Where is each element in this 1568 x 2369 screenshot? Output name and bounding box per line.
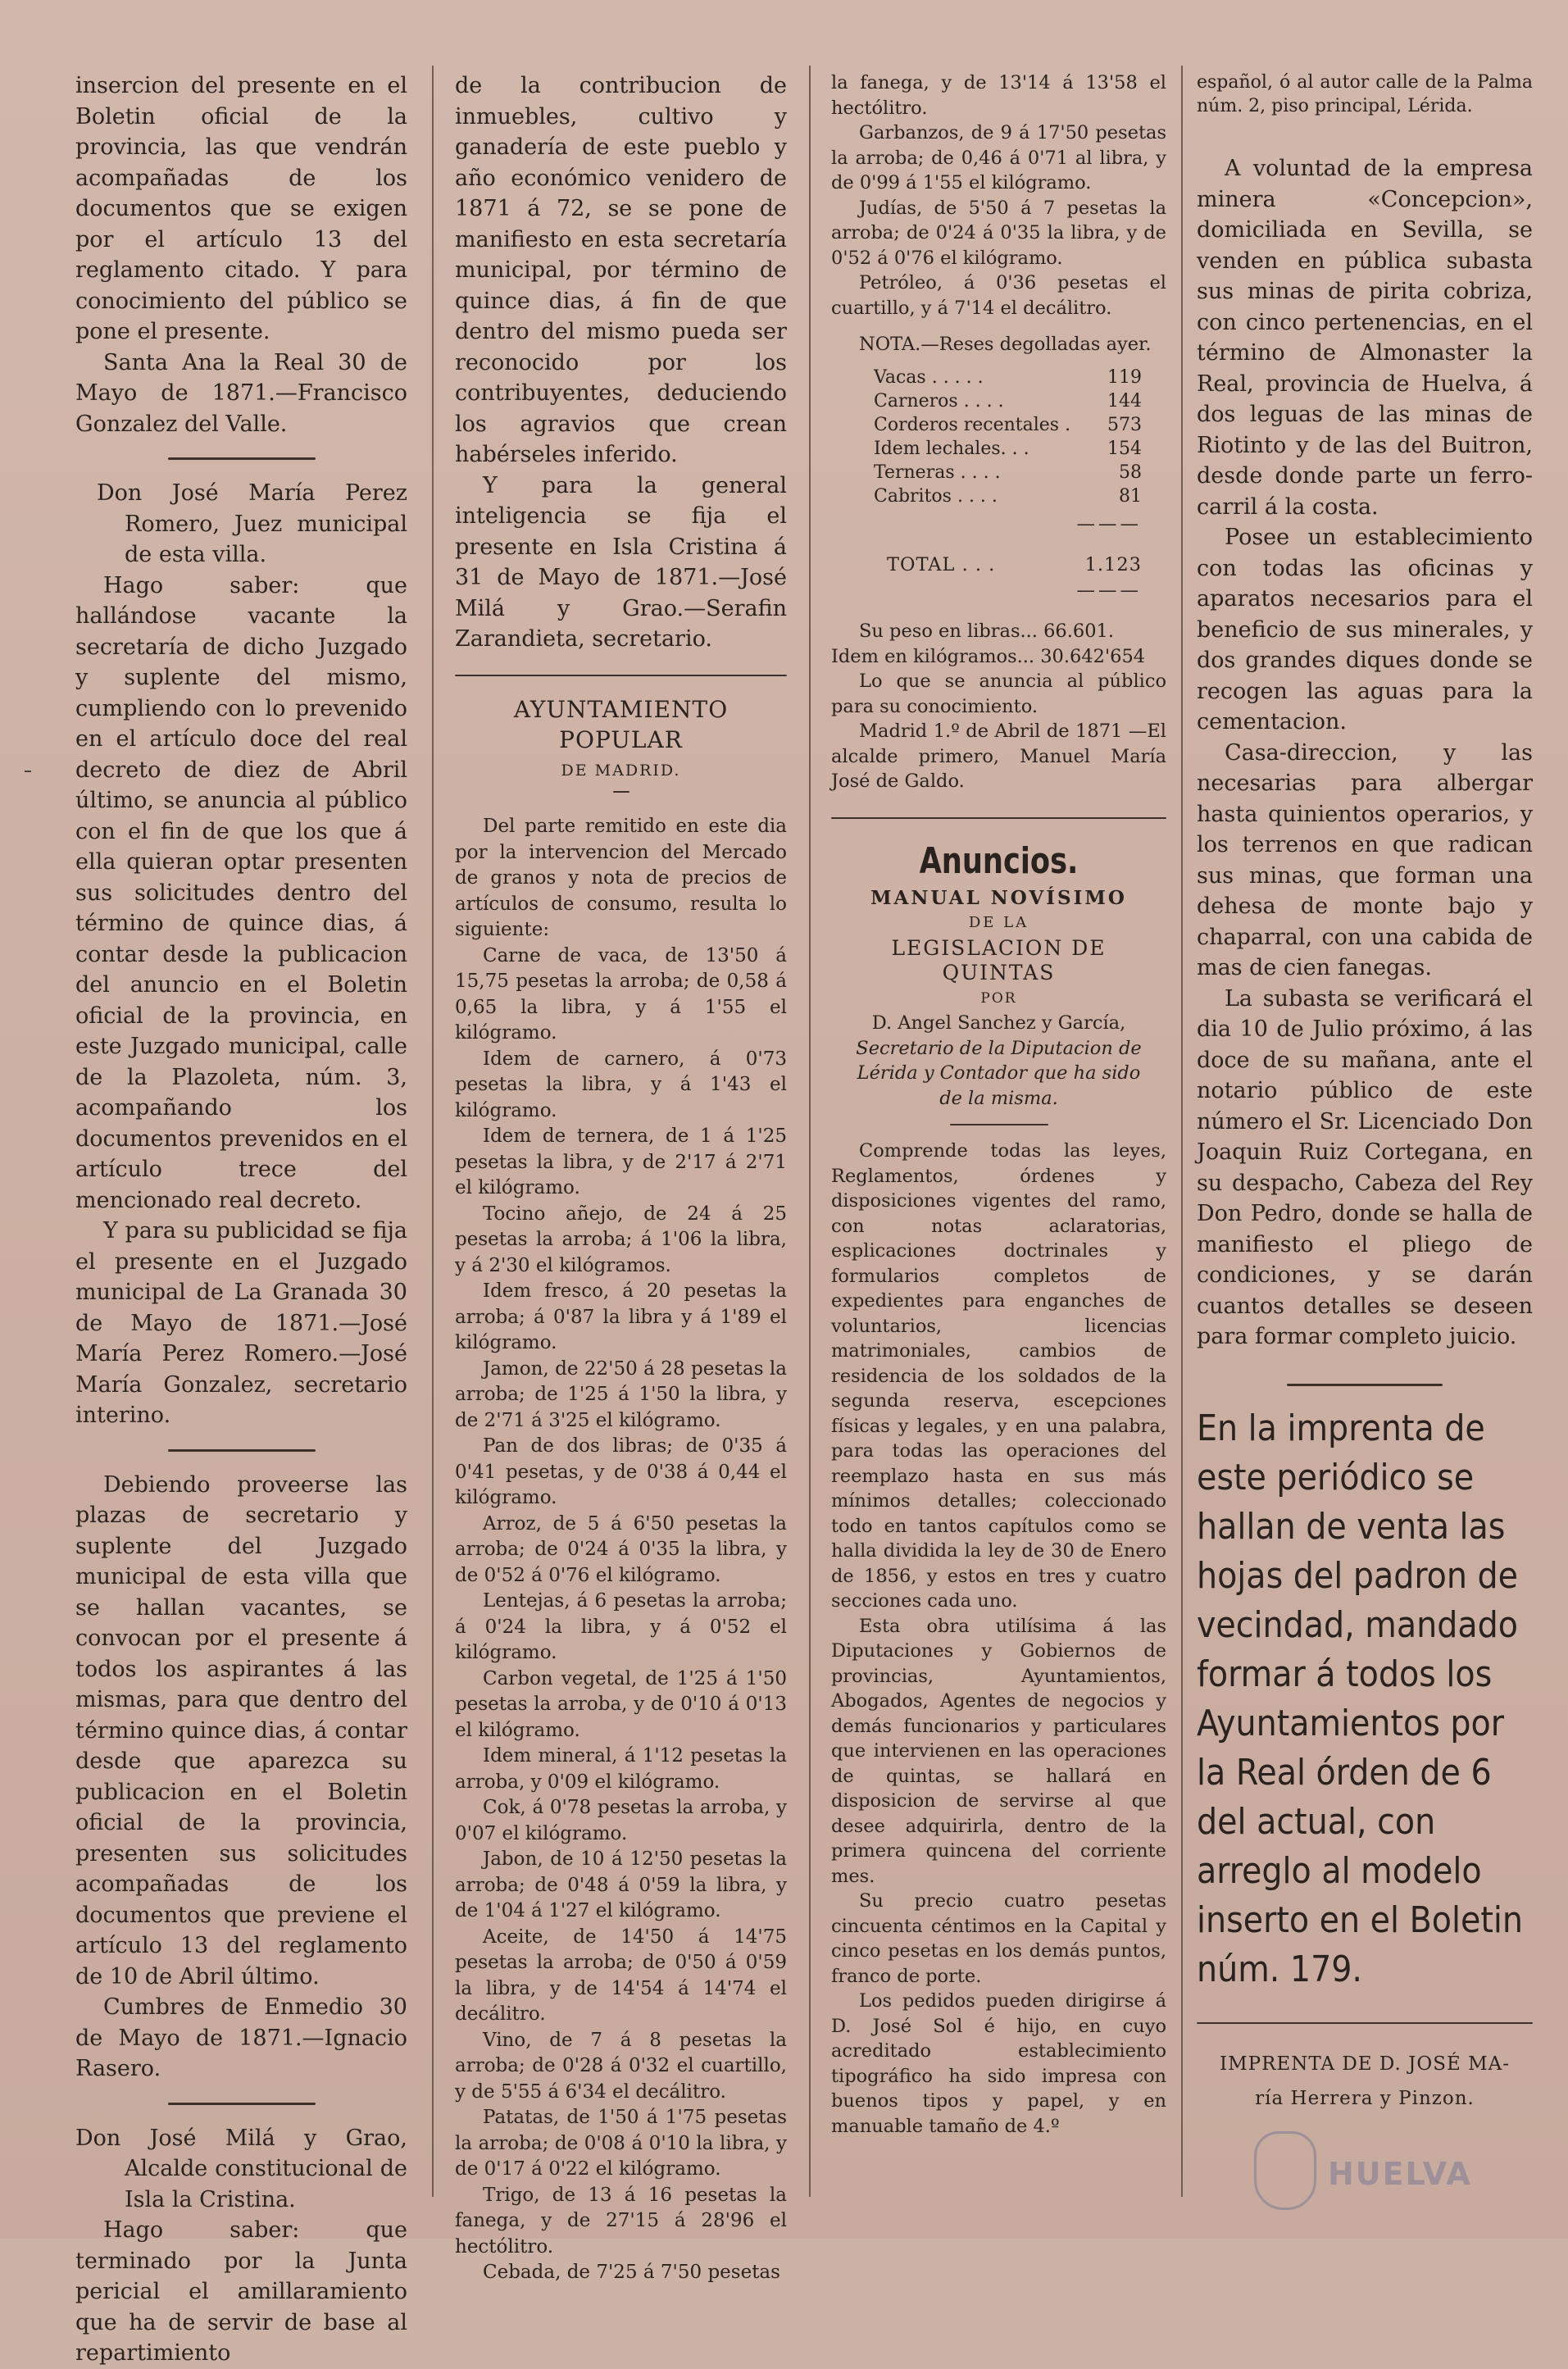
paragraph: Hago saber: que hallándose vacante la secretaría de dicho Juzgado y suplente del mismo, cumpliendo con lo prevenido en el artículo doce del real decreto de diez de Abril último, se anuncia al público con el fin de que los que á ella quieran optar presenten sus solicitudes dentro del término de quince dias, á contar desde la publicacion del anuncio en el Boletin oficial de la provincia, en este Juzgado municipal, calle de la Plazoleta, núm. 3, acompañando los documentos prevenidos en el artículo trece del mencionado real decreto.	[75, 572, 407, 1213]
book-author: D. Angel Sanchez y García,	[871, 1012, 1126, 1034]
separator	[455, 675, 787, 676]
imprint	[1197, 2047, 1533, 2116]
column-1	[75, 70, 407, 2369]
price-item: Pan de dos libras; de 0'35 á 0'41 pesetas, y de 0'38 á 0,44 el kilógramo.	[455, 1435, 787, 1508]
row-label: Cabritos . . . .	[874, 485, 998, 507]
book-title: MANUAL NOVÍSIMO	[870, 886, 1127, 909]
separator	[831, 817, 1166, 819]
row-label: Terneras . . . .	[874, 462, 1001, 483]
dash-rule: ———	[1076, 512, 1142, 534]
column-3	[831, 70, 1166, 2139]
column-4	[1197, 70, 1533, 2116]
total-label: TOTAL . . .	[887, 554, 996, 575]
imprint-line: ría Herrera y Pinzon.	[1255, 2087, 1475, 2109]
price-item: Cebada, de 7'25 á 7'50 pesetas	[483, 2262, 780, 2283]
author-position: Secretario de la Diputacion de Lérida y Contador que ha sido de la misma.	[856, 1037, 1142, 1109]
price-item: Aceite, de 14'50 á 14'75 pesetas la arroba; de 0'50 á 0'59 la libra, y de 14'54 á 14'74 el decálitro.	[455, 1926, 787, 2025]
price-item: Arroz, de 5 á 6'50 pesetas la arroba; de 0'24 á 0'35 la libra, y de 0'52 á 0'76 el kilógramo.	[455, 1512, 787, 1586]
paragraph: Debiendo proveerse las plazas de secretario y suplente del Juzgado municipal de esta villa que se hallan vacantes, se convocan por el presente á todos los aspirantes á las mismas, para que dentro del término quince dias, á contar desde que aparezca su publicacion en el Boletin oficial de la provincia, presenten sus solicitudes acompañadas de los documentos que previene el artículo 13 del reglamento de 10 de Abril último.	[75, 1471, 407, 1989]
row-label: Carneros . . . .	[874, 390, 1004, 412]
library-stamp: HUELVA	[1328, 2156, 1472, 2192]
table-row	[831, 389, 1166, 413]
separator	[168, 1449, 316, 1452]
total-value: 1.123	[1084, 554, 1142, 575]
price-item: Idem de carnero, á 0'73 pesetas la libra, y á 1'43 el kilógramo.	[455, 1048, 787, 1121]
price-item: Tocino añejo, de 24 á 25 pesetas la arroba; á 1'06 la libra, y á 2'30 el kilógramos.	[455, 1203, 787, 1276]
market-prices	[455, 814, 787, 2286]
row-label: Idem lechales. . .	[874, 438, 1029, 459]
table-row	[831, 461, 1166, 484]
notice-heading: Don José Milá y Grao, Alcalde constitucional de Isla la Cristina.	[75, 2125, 407, 2212]
imprint-line: IMPRENTA DE D. JOSÉ MA-	[1220, 2053, 1510, 2075]
paragraph: español, ó al autor calle de la Palma núm. 2, piso principal, Lérida.	[1197, 72, 1533, 116]
signature: Madrid 1.º de Abril de 1871 —El alcalde primero, Manuel María José de Galdo.	[831, 721, 1166, 792]
row-value: 573	[1107, 414, 1142, 435]
section-heading: AYUNTAMIENTO POPULAR	[513, 695, 729, 753]
column-rule	[809, 66, 811, 2197]
total-row	[831, 548, 1166, 578]
paragraph: Comprende todas las leyes, Reglamentos, órdenes y disposiciones vigentes del ramo, con notas aclaratorias, esplicaciones doctrinales y formularios completos de expedientes para enganches de voluntarios, licencias matrimoniales, cambios de residencia de los soldados de la segunda reserva, escepciones físicas y legales, y en una palabra, para todas las operaciones del reemplazo hasta en sus más mínimos detalles; coleccionado todo en tantos capítulos como se halla dividida la ley de 30 de Enero de 1856, y estos en tres y cuatro secciones cada uno.	[831, 1140, 1166, 1612]
price-item: Garbanzos, de 9 á 17'50 pesetas la arroba; de 0,46 á 0'71 al libra, y de 0'99 á 1'55 el kilógramo.	[831, 122, 1166, 193]
table-row	[831, 366, 1166, 389]
paragraph: Esta obra utilísima á las Diputaciones y Gobiernos de provincias, Ayuntamientos, Abogados, Agentes de negocios y demás funcionarios y particulares que intervienen en las operaciones de quintas, se hallará en disposicion de servirse al que desee adquirirla, dentro de la primera quincena del corriente mes.	[831, 1615, 1166, 1887]
separator	[613, 791, 629, 793]
paragraph: Casa-direccion, y las necesarias para albergar hasta quinientos operarios, y los terrenos en que radican sus minas, que forman una dehesa de monte bajo y chaparral, con una cabida de mas de cien fanegas.	[1197, 739, 1533, 980]
signature: Santa Ana la Real 30 de Mayo de 1871.—Francisco Gonzalez del Valle.	[75, 349, 407, 437]
price-item: Patatas, de 1'50 á 1'75 pesetas la arroba; de 0'08 á 0'10 la libra, y de 0'17 á 0'22 el kilógramo.	[455, 2107, 787, 2180]
paragraph: La subasta se verificará el dia 10 de Julio próximo, á las doce de su mañana, ante el notario público de este número el Sr. Licenciado Don Joaquin Ruiz Cortegana, en su despacho, Cabeza del Rey Don Pedro, donde se halla de manifiesto el pliego de condiciones, y se darán cuantos detalles se deseen para formar completo juicio.	[1197, 985, 1533, 1349]
section-subheading: DE MADRID.	[561, 761, 681, 780]
paragraph: Del parte remitido en este dia por la intervencion del Mercado de granos y nota de precios de artículos de consumo, resulta lo siguiente:	[455, 816, 787, 940]
table-row	[831, 413, 1166, 437]
row-value: 119	[1107, 366, 1142, 388]
price-item: Jamon, de 22'50 á 28 pesetas la arroba; de 1'25 á 1'50 la libra, y de 2'71 á 3'25 el kilógramo.	[455, 1357, 787, 1431]
printing-advert: En la imprenta de este periódico se hallan de venta las hojas del padron de vecindad, mandado formar á todos los Ayuntamientos por la Real órden de 6 del actual, con arreglo al modelo inserto en el Boletin núm. 179.	[1197, 1407, 1523, 1990]
price-item: Jabon, de 10 á 12'50 pesetas la arroba; de 0'48 á 0'59 la libra, y de 1'04 á 1'27 el kilógramo.	[455, 1848, 787, 1921]
separator	[168, 457, 316, 460]
paragraph: Hago saber: que terminado por la Junta pericial el amillaramiento que ha de servir de base al repartimiento	[75, 2217, 407, 2366]
price-item: Cok, á 0'78 pesetas la arroba, y 0'07 el kilógramo.	[455, 1797, 787, 1844]
library-seal	[1254, 2131, 1316, 2210]
row-value: 81	[1119, 485, 1142, 507]
separator	[950, 1124, 1048, 1125]
price-item: Lentejas, á 6 pesetas la arroba; á 0'24 la libra, y á 0'52 el kilógramo.	[455, 1590, 787, 1663]
price-item: Judías, de 5'50 á 7 pesetas la arroba; de 0'24 á 0'35 la libra, y de 0'52 á 0'76 el kilógramo.	[831, 197, 1166, 269]
price-item: la fanega, y de 13'14 á 13'58 el hectólitro.	[831, 72, 1166, 119]
paragraph: Lo que se anuncia al público para su conocimiento.	[831, 671, 1166, 717]
table-row	[831, 437, 1166, 461]
row-label: Corderos recentales .	[874, 414, 1071, 435]
row-value: 58	[1119, 462, 1142, 483]
table-row	[831, 484, 1166, 508]
margin-mark	[25, 771, 31, 772]
livestock-table	[831, 366, 1166, 508]
row-value: 154	[1107, 438, 1142, 459]
column-2	[455, 70, 787, 2286]
book-title-small: DE LA	[968, 914, 1029, 931]
weight-line: Su peso en libras... 66.601.	[859, 621, 1114, 642]
price-item: Vino, de 7 á 8 pesetas la arroba; de 0'28 á 0'32 el cuartillo, y de 5'55 á 6'34 el decálitro.	[455, 2029, 787, 2103]
paragraph: Su precio cuatro pesetas cincuenta céntimos en la Capital y cinco pesetas en los demás puntos, franco de porte.	[831, 1890, 1166, 1987]
separator	[168, 2103, 316, 2105]
price-item: Idem fresco, á 20 pesetas la arroba; á 0'87 la libra y á 1'89 el kilógramo.	[455, 1280, 787, 1353]
dash-rule: ———	[1076, 579, 1142, 601]
price-item: Trigo, de 13 á 16 pesetas la fanega, y de 27'15 á 28'96 el hectólitro.	[455, 2184, 787, 2258]
column-rule	[1181, 66, 1183, 2197]
row-label: Vacas . . . . .	[874, 366, 984, 388]
row-value: 144	[1107, 390, 1142, 412]
price-item: Petróleo, á 0'36 pesetas el cuartillo, y á 7'14 el decálitro.	[831, 272, 1166, 319]
paragraph: insercion del presente en el Boletin oficial de la provincia, las que vendrán acompañadas de los documentos que se exigen por el artículo 13 del reglamento citado. Y para conocimiento del público se pone el presente.	[75, 73, 407, 344]
separator	[1197, 2022, 1533, 2024]
price-item: Idem mineral, á 1'12 pesetas la arroba, y 0'09 el kilógramo.	[455, 1745, 787, 1793]
nota: NOTA.—Reses degolladas ayer.	[859, 334, 1152, 355]
price-item: Idem de ternera, de 1 á 1'25 pesetas la libra, y de 2'17 á 2'71 el kilógramo.	[455, 1125, 787, 1198]
book-by: POR	[980, 989, 1017, 1007]
notice-heading: Don José María Perez Romero, Juez municipal de esta villa.	[97, 480, 407, 567]
paragraph: Posee un establecimiento con todas las oficinas y aparatos necesarios para el beneficio de sus minerales, y dos grandes diques donde se recogen las aguas para la cementacion.	[1197, 525, 1533, 734]
signature: Cumbres de Enmedio 30 de Mayo de 1871.—Ignacio Rasero.	[75, 1994, 407, 2081]
weight-line: Idem en kilógramos... 30.642'654	[831, 645, 1146, 667]
book-subtitle: LEGISLACION DE QUINTAS	[891, 935, 1107, 984]
column-rule	[432, 66, 434, 2197]
price-item: Carbon vegetal, de 1'25 á 1'50 pesetas la arroba, y de 0'10 á 0'13 el kilógramo.	[455, 1667, 787, 1741]
separator	[1287, 1384, 1443, 1386]
price-item: Carne de vaca, de 13'50 á 15,75 pesetas la arroba; de 0,58 á 0,65 la libra, y á 1'55 el kilógramo.	[455, 944, 787, 1044]
paragraph: A voluntad de la empresa minera «Concepcion», domiciliada en Sevilla, se venden en pública subasta sus minas de pirita cobriza, con cinco pertenencias, en el término de Almonaster la Real, provincia de Huelva, á dos leguas de las minas de Riotinto y de las del Buitron, desde donde parte un ferro-carril á la costa.	[1197, 156, 1533, 520]
paragraph: de la contribucion de inmuebles, cultivo y ganadería de este pueblo y año económico venidero de 1871 á 72, se se pone de manifiesto en esta secretaría municipal, por término de quince dias, á fin de que dentro del mismo pueda ser reconocido por los contribuyentes, deduciendo los agravios que crean habérseles inferido.	[455, 73, 787, 467]
paragraph: Y para su publicidad se fija el presente en el Juzgado municipal de La Granada 30 de Mayo de 1871.—José María Perez Romero.—José María Gonzalez, secretario interino.	[75, 1218, 407, 1428]
paragraph: Los pedidos pueden dirigirse á D. José Sol é hijo, en cuyo acreditado establecimiento tipográfico ha sido impresa con buenos tipos y papel, y en manuable tamaño de 4.º	[831, 1990, 1166, 2137]
signature: Y para la general inteligencia se fija el presente en Isla Cristina á 31 de Mayo de 1871.—José Milá y Grao.—Serafin Zarandieta, secretario.	[455, 472, 787, 652]
anuncios-heading: Anuncios.	[919, 839, 1079, 882]
